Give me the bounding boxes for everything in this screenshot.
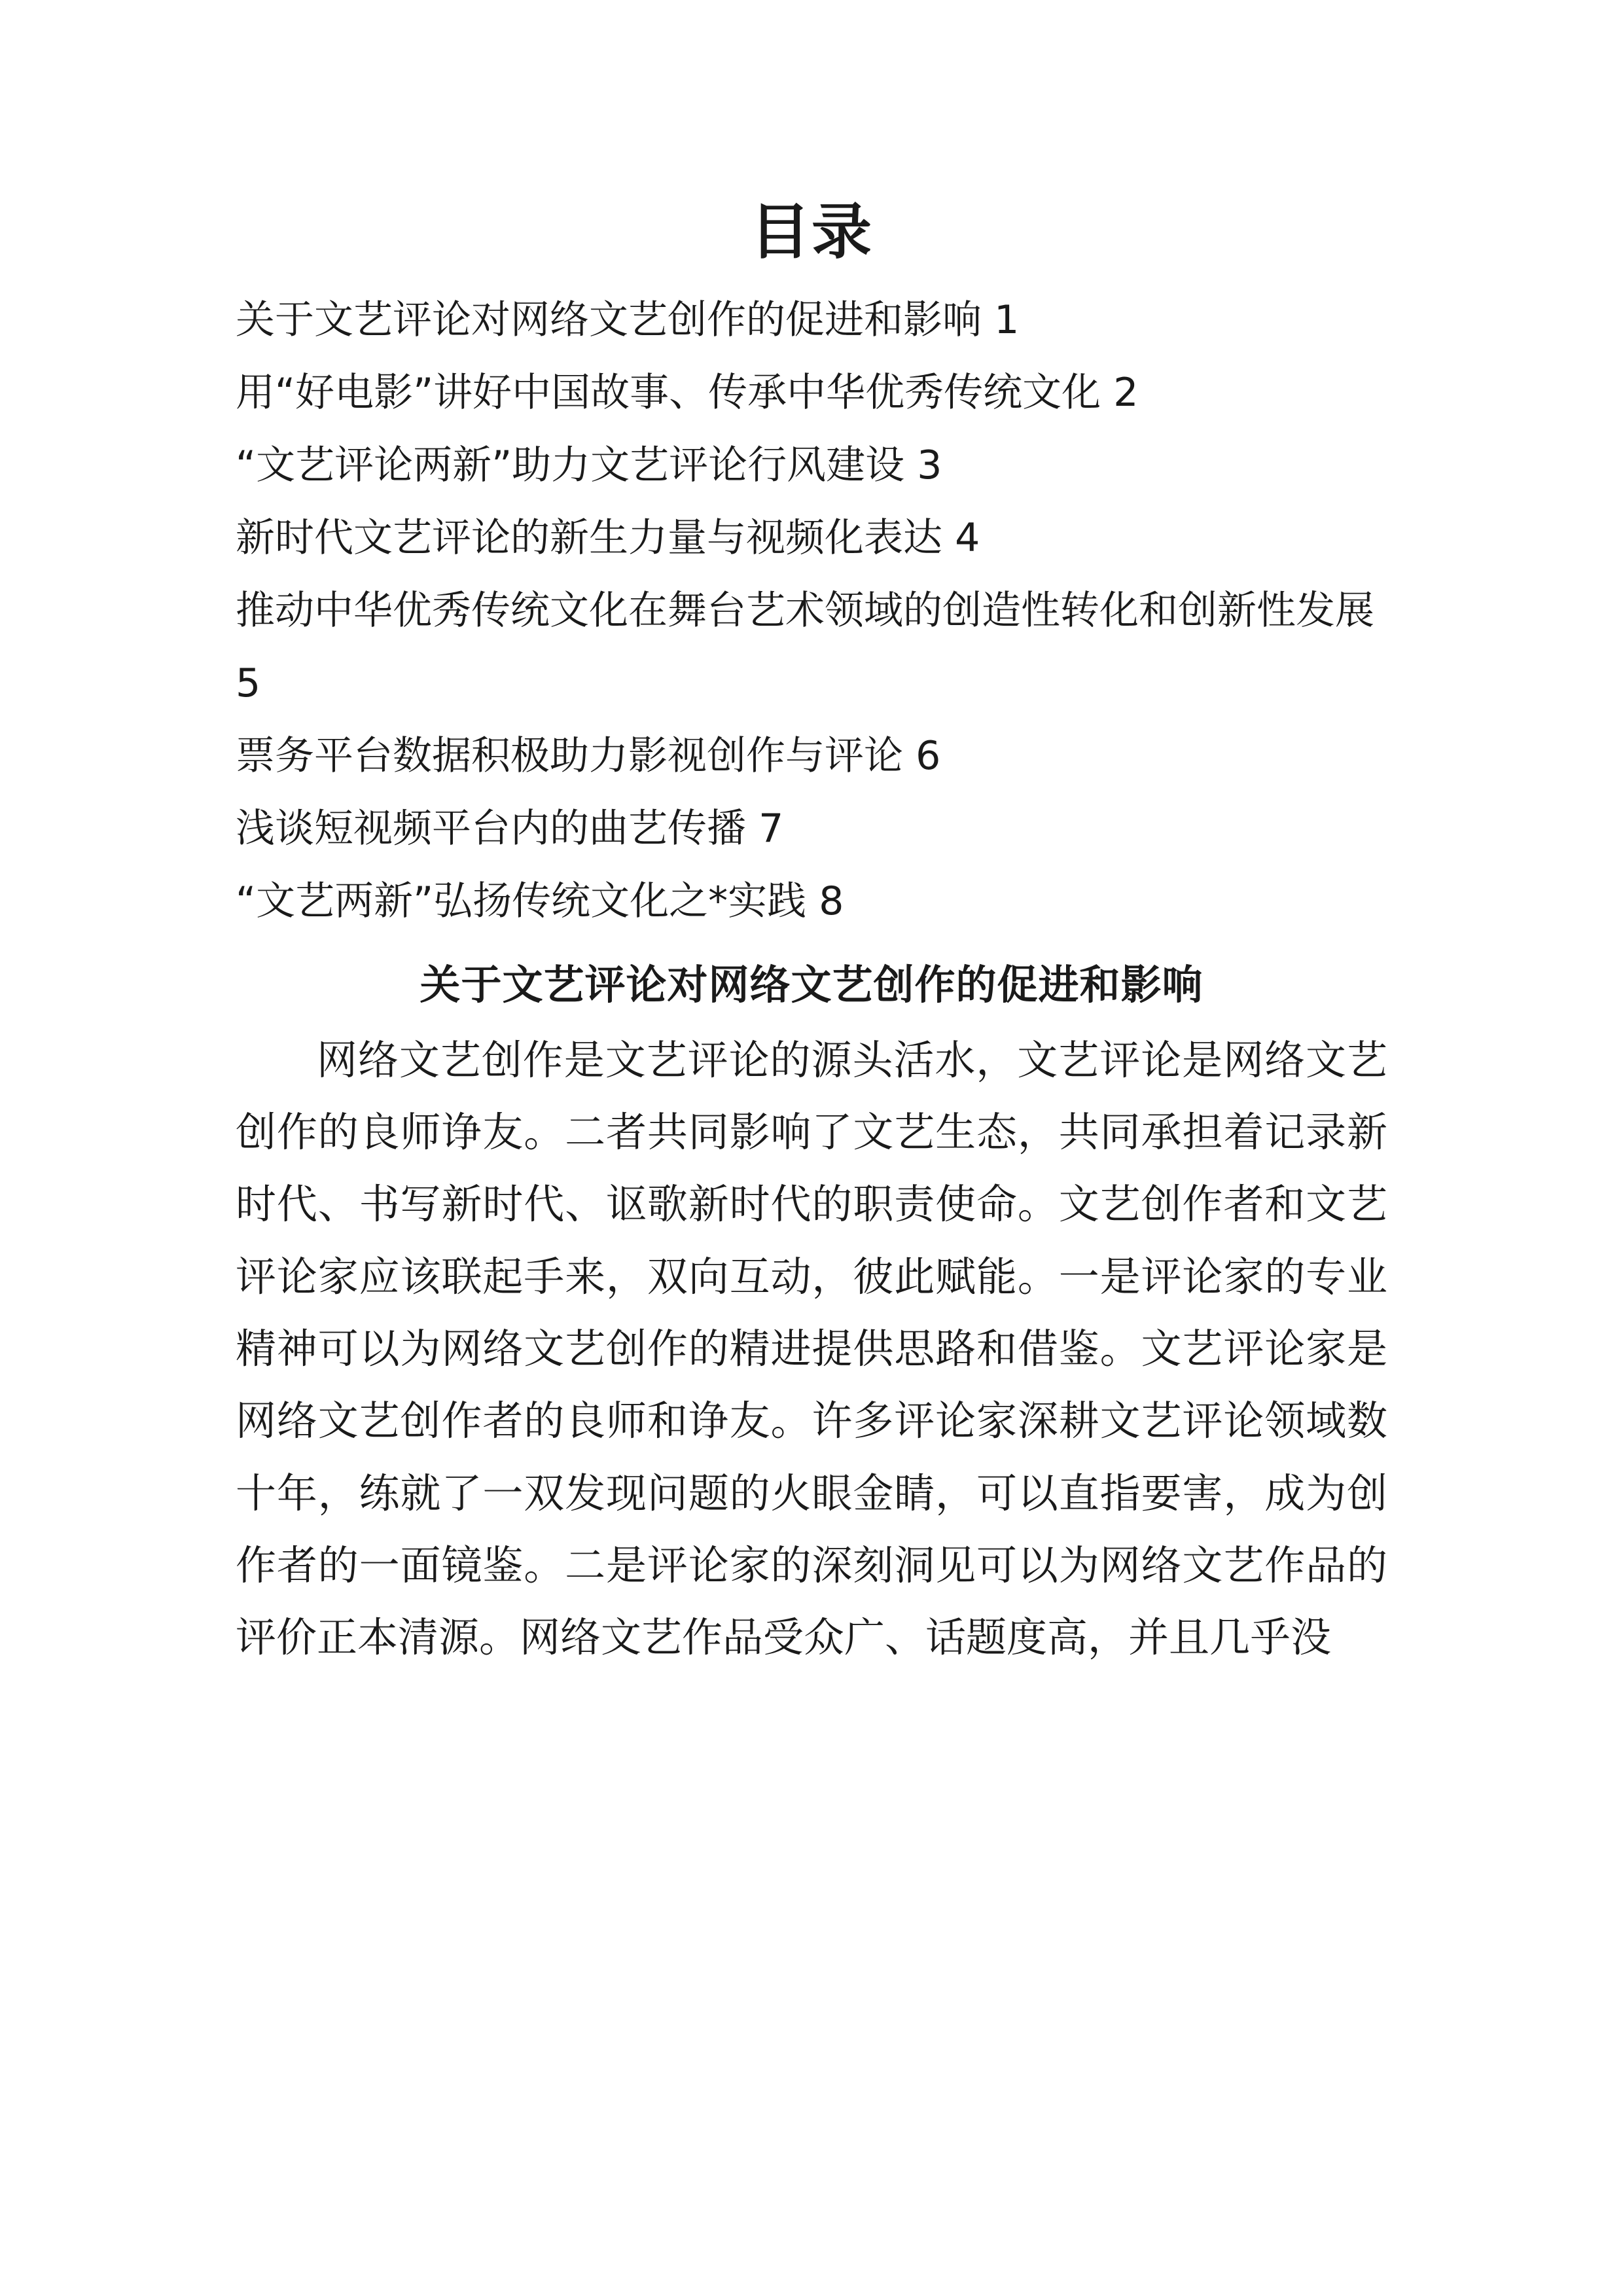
toc-entry[interactable]: 关于文艺评论对网络文艺创作的促进和影响 1 [236,297,1020,344]
toc-entry[interactable]: 票务平台数据积极助力影视创作与评论 6 [236,733,941,780]
table-of-contents [236,284,1387,938]
toc-entry[interactable]: 浅谈短视频平台内的曲艺传播 7 [236,806,784,852]
section-heading: 关于文艺评论对网络文艺创作的促进和影响 [419,961,1204,1009]
page-title: 目录 [749,197,873,267]
toc-entry[interactable]: “文艺两新”弘扬传统文化之*实践 8 [236,878,844,925]
body-paragraph: 网络文艺创作是文艺评论的源头活水，文艺评论是网络文艺创作的良师诤友。二者共同影响了文艺生态，共同承担着记录新时代、书写新时代、讴歌新时代的职责使命。文艺创作者和文艺评论家应该联起手来，双向互动，彼此赋能。一是评论家的专业精神可以为网络文艺创作的精进提供思路和借鉴。文艺评论家是网络文艺创作者的良师和诤友。许多评论家深耕文艺评论领域数十年，练就了一双发现问题的火眼金睛，可以直指要害，成为创作者的一面镜鉴。二是评论家的深刻洞见可以为网络文艺作品的评价正本清源。网络文艺作品受众广、话题度高，并且几乎没 [236,1035,1387,1662]
toc-entry[interactable]: 新时代文艺评论的新生力量与视频化表达 4 [236,515,980,562]
toc-entry[interactable]: 推动中华优秀传统文化在舞台艺术领域的创造性转化和创新性发展 5 [236,588,1374,707]
toc-entry[interactable]: “文艺评论两新”助力文艺评论行风建设 3 [236,442,942,489]
toc-entry[interactable]: 用“好电影”讲好中国故事、传承中华优秀传统文化 2 [236,370,1139,416]
